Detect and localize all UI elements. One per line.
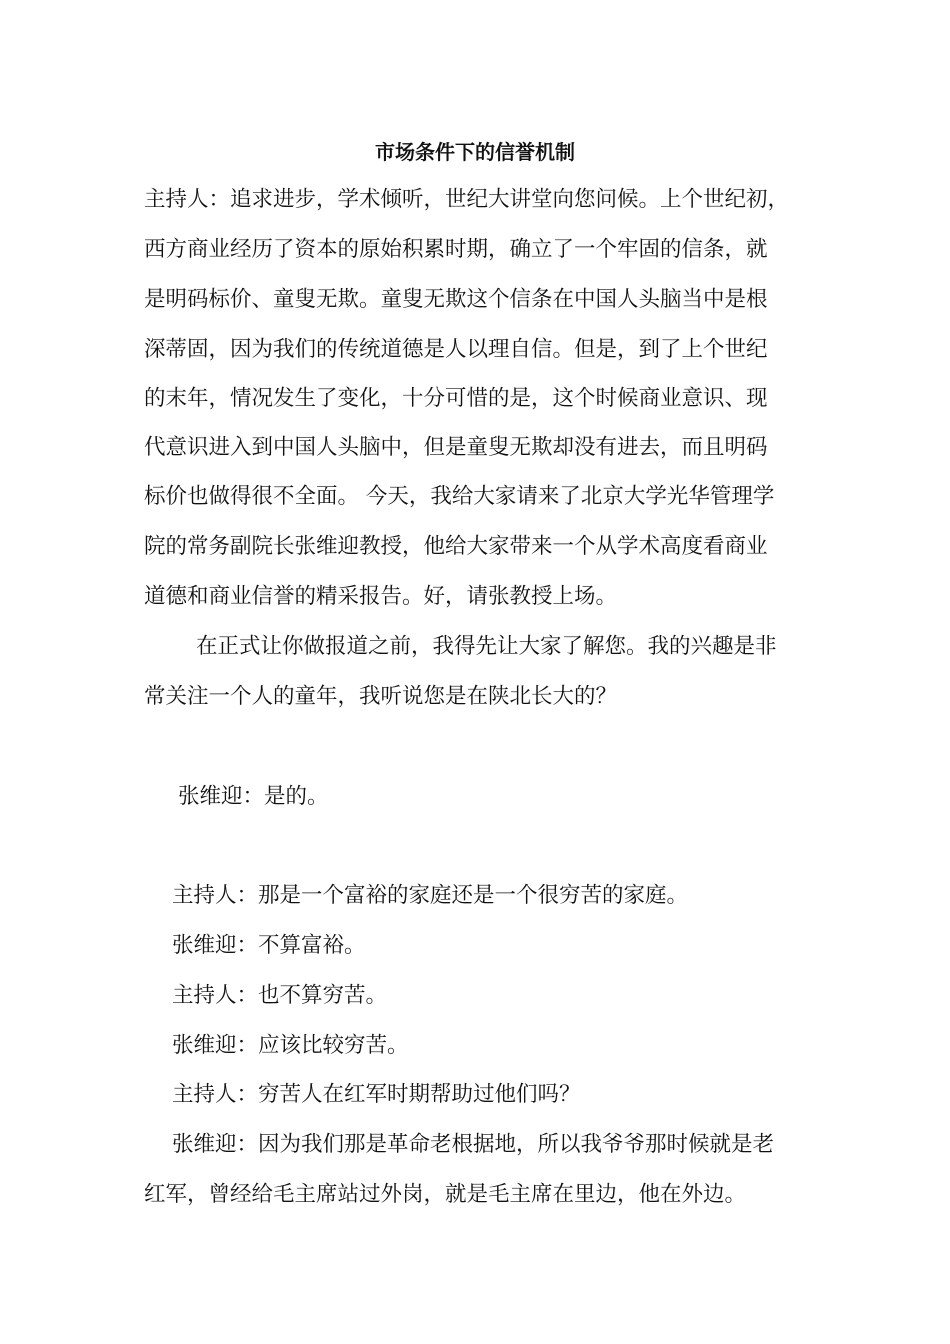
dialogue-line: 主持人：那是一个富裕的家庭还是一个很穷苦的家庭。	[172, 883, 689, 908]
text-line: 院的常务副院长张维迎教授，他给大家带来一个从学术高度看商业	[144, 534, 768, 559]
text-line: 红军，曾经给毛主席站过外岗，就是毛主席在里边，他在外边。	[144, 1182, 747, 1207]
document-title: 市场条件下的信誉机制	[375, 140, 575, 164]
text-line: 主持人：追求进步，学术倾听，世纪大讲堂向您问候。上个世纪初，	[144, 187, 790, 212]
text-line: 深蒂固，因为我们的传统道德是人以理自信。但是，到了上个世纪	[144, 337, 768, 362]
dialogue-line: 张维迎：不算富裕。	[172, 933, 366, 958]
dialogue-line: 张维迎：是的。	[178, 784, 329, 809]
text-line: 西方商业经历了资本的原始积累时期，确立了一个牢固的信条，就	[144, 237, 768, 262]
text-line: 常关注一个人的童年，我听说您是在陕北长大的？	[144, 684, 618, 709]
text-line: 道德和商业信誉的精采报告。好，请张教授上场。	[144, 584, 618, 609]
text-line: 是明码标价、童叟无欺。童叟无欺这个信条在中国人头脑当中是根	[144, 287, 768, 312]
dialogue-line: 张维迎：应该比较穷苦。	[172, 1033, 409, 1058]
dialogue-line: 主持人：也不算穷苦。	[172, 983, 388, 1008]
dialogue-line: 张维迎：因为我们那是革命老根据地，所以我爷爷那时候就是老	[172, 1132, 775, 1157]
text-line: 代意识进入到中国人头脑中，但是童叟无欺却没有进去，而且明码	[144, 435, 768, 460]
text-line: 标价也做得很不全面。 今天，我给大家请来了北京大学光华管理学	[144, 484, 775, 509]
dialogue-line: 主持人：穷苦人在红军时期帮助过他们吗？	[172, 1082, 581, 1107]
text-line: 在正式让你做报道之前，我得先让大家了解您。我的兴趣是非	[196, 634, 777, 659]
text-line: 的末年，情况发生了变化，十分可惜的是，这个时候商业意识、现	[144, 386, 768, 411]
